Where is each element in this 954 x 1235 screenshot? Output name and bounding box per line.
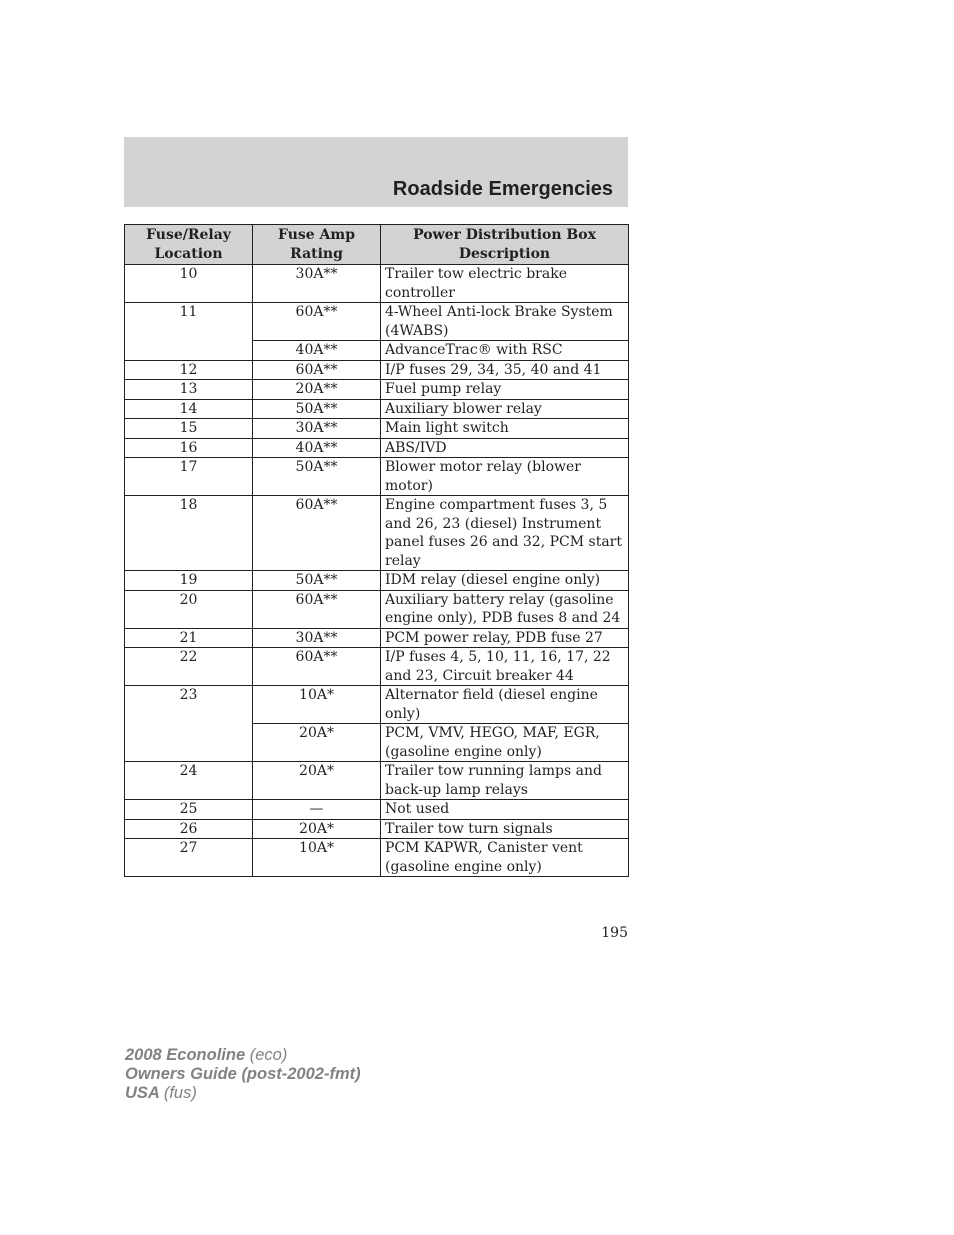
fuse-description-cell: Not used [381, 800, 629, 820]
section-header-band [124, 137, 628, 207]
fuse-rating-cell: 60A** [253, 360, 381, 380]
fuse-description-cell: Blower motor relay (blower motor) [381, 458, 629, 496]
fuse-location-cell: 20 [125, 590, 253, 628]
fuse-rating-cell: 60A** [253, 496, 381, 571]
fuse-location-cell: 11 [125, 303, 253, 361]
fuse-location-cell: 18 [125, 496, 253, 571]
fuse-rating-cell: 60A** [253, 590, 381, 628]
footer-line-market: USA (fus) [125, 1084, 197, 1102]
fuse-location-cell: 15 [125, 419, 253, 439]
fuse-location-cell: 17 [125, 458, 253, 496]
fuse-rating-cell: 20A* [253, 762, 381, 800]
fuse-rating-cell: 50A** [253, 399, 381, 419]
fuse-location-cell: 22 [125, 648, 253, 686]
table-row [125, 571, 629, 591]
column-header-description: Power Distribution Box Description [381, 225, 629, 265]
column-header-location: Fuse/Relay Location [125, 225, 253, 265]
fuse-description-cell: Main light switch [381, 419, 629, 439]
fuse-rating-cell: 40A** [253, 341, 381, 361]
fuse-location-cell: 12 [125, 360, 253, 380]
fuse-rating-cell: 20A* [253, 724, 381, 762]
table-row [125, 399, 629, 419]
fuse-table [124, 224, 629, 877]
fuse-location-cell: 23 [125, 686, 253, 762]
fuse-rating-cell: 50A** [253, 571, 381, 591]
fuse-rating-cell: 60A** [253, 303, 381, 341]
table-row [125, 590, 629, 628]
fuse-rating-cell: 50A** [253, 458, 381, 496]
table-row [125, 628, 629, 648]
table-row [125, 419, 629, 439]
table-row [125, 380, 629, 400]
column-header-rating: Fuse Amp Rating [253, 225, 381, 265]
footer-line-model: 2008 Econoline (eco) [125, 1046, 288, 1064]
fuse-description-cell: Trailer tow running lamps and back-up lamp relays [381, 762, 629, 800]
fuse-location-cell: 25 [125, 800, 253, 820]
fuse-description-cell: Auxiliary blower relay [381, 399, 629, 419]
fuse-description-cell: Trailer tow turn signals [381, 819, 629, 839]
fuse-rating-cell: 30A** [253, 265, 381, 303]
fuse-rating-cell: — [253, 800, 381, 820]
page-number: 195 [601, 925, 628, 941]
section-title: Roadside Emergencies [392, 178, 613, 200]
fuse-description-cell: I/P fuses 4, 5, 10, 11, 16, 17, 22 and 23, Circuit breaker 44 [381, 648, 629, 686]
table-row [125, 686, 629, 724]
fuse-location-cell: 19 [125, 571, 253, 591]
table-header-row [125, 225, 629, 265]
fuse-rating-cell: 60A** [253, 648, 381, 686]
table-row [125, 303, 629, 341]
fuse-description-cell: Trailer tow electric brake controller [381, 265, 629, 303]
fuse-description-cell: PCM KAPWR, Canister vent (gasoline engine only) [381, 839, 629, 877]
fuse-description-cell: ABS/IVD [381, 438, 629, 458]
fuse-description-cell: PCM, VMV, HEGO, MAF, EGR, (gasoline engine only) [381, 724, 629, 762]
table-row [125, 839, 629, 877]
fuse-rating-cell: 30A** [253, 419, 381, 439]
fuse-description-cell: AdvanceTrac® with RSC [381, 341, 629, 361]
fuse-rating-cell: 20A* [253, 819, 381, 839]
fuse-description-cell: IDM relay (diesel engine only) [381, 571, 629, 591]
table-row [125, 438, 629, 458]
fuse-rating-cell: 40A** [253, 438, 381, 458]
fuse-description-cell: PCM power relay, PDB fuse 27 [381, 628, 629, 648]
fuse-location-cell: 10 [125, 265, 253, 303]
fuse-description-cell: I/P fuses 29, 34, 35, 40 and 41 [381, 360, 629, 380]
fuse-rating-cell: 30A** [253, 628, 381, 648]
fuse-location-cell: 14 [125, 399, 253, 419]
table-row [125, 458, 629, 496]
document-footer [125, 1046, 361, 1103]
fuse-location-cell: 27 [125, 839, 253, 877]
table-row [125, 819, 629, 839]
fuse-description-cell: Engine compartment fuses 3, 5 and 26, 23 (diesel) Instrument panel fuses 26 and 32, PCM start relay [381, 496, 629, 571]
table-row [125, 800, 629, 820]
fuse-rating-cell: 10A* [253, 686, 381, 724]
footer-line-guide: Owners Guide (post-2002-fmt) [125, 1065, 361, 1083]
fuse-description-cell: 4-Wheel Anti-lock Brake System (4WABS) [381, 303, 629, 341]
fuse-description-cell: Alternator field (diesel engine only) [381, 686, 629, 724]
fuse-table-body [125, 265, 629, 877]
table-row [125, 496, 629, 571]
fuse-description-cell: Fuel pump relay [381, 380, 629, 400]
table-row [125, 360, 629, 380]
table-row [125, 648, 629, 686]
fuse-rating-cell: 20A** [253, 380, 381, 400]
fuse-location-cell: 13 [125, 380, 253, 400]
fuse-rating-cell: 10A* [253, 839, 381, 877]
fuse-location-cell: 16 [125, 438, 253, 458]
fuse-location-cell: 26 [125, 819, 253, 839]
fuse-description-cell: Auxiliary battery relay (gasoline engine only), PDB fuses 8 and 24 [381, 590, 629, 628]
table-row [125, 265, 629, 303]
fuse-location-cell: 21 [125, 628, 253, 648]
table-row [125, 762, 629, 800]
fuse-location-cell: 24 [125, 762, 253, 800]
